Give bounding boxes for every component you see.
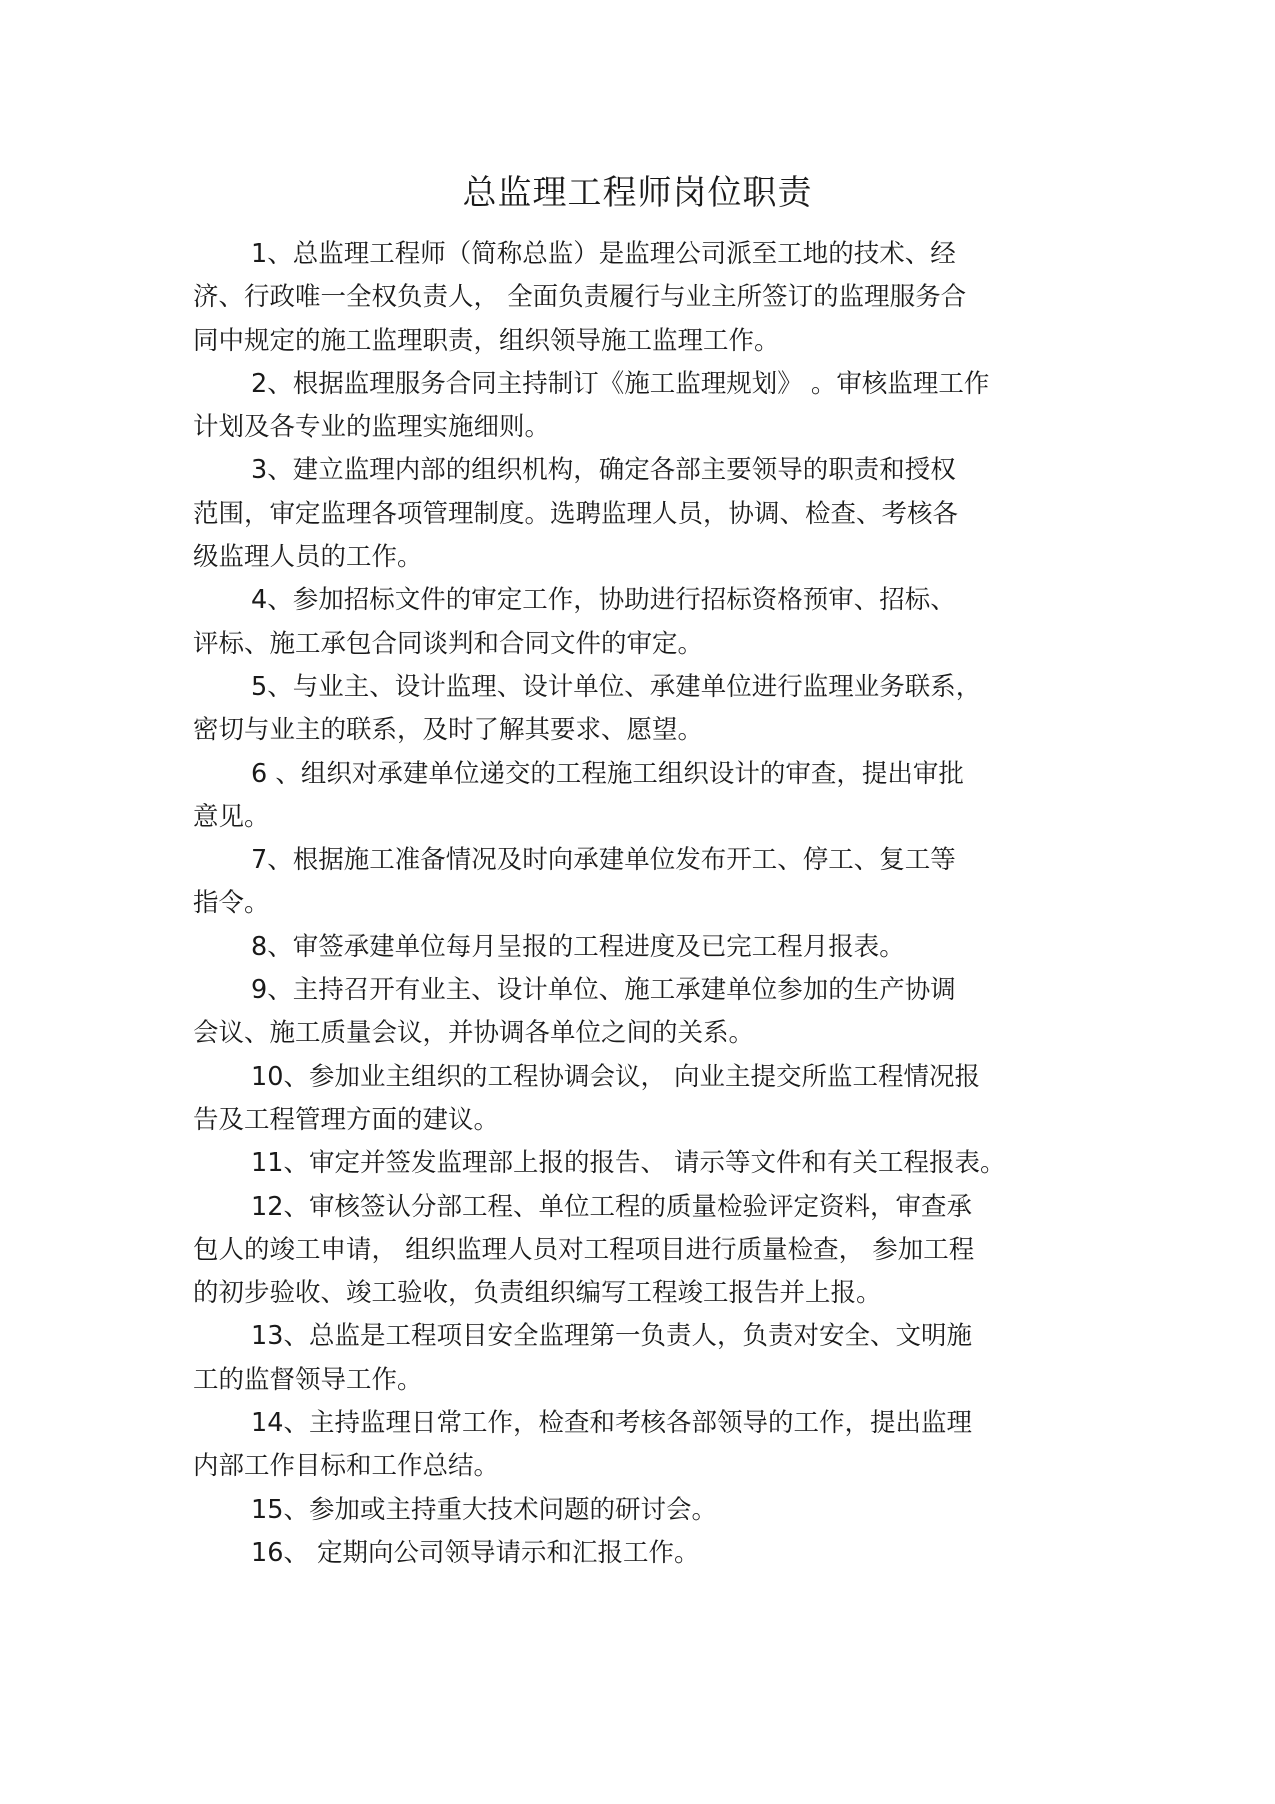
paragraph-continuation-line: 工的监督领导工作。 bbox=[193, 1364, 423, 1395]
paragraph-continuation-line: 会议、施工质量会议，并协调各单位之间的关系。 bbox=[193, 1018, 755, 1049]
paragraph-continuation-line: 范围，审定监理各项管理制度。选聘监理人员，协调、检查、考核各 bbox=[193, 498, 959, 529]
paragraph-first-line: 14、主持监理日常工作，检查和考核各部领导的工作，提出监理 bbox=[251, 1408, 972, 1439]
paragraph-first-line: 6 、组织对承建单位递交的工程施工组织设计的审查，提出审批 bbox=[251, 758, 964, 789]
paragraph-first-line: 11、审定并签发监理部上报的报告、 请示等文件和有关工程报表。 bbox=[251, 1148, 1006, 1179]
paragraph-continuation-line: 的初步验收、竣工验收，负责组织编写工程竣工报告并上报。 bbox=[193, 1278, 882, 1309]
paragraph-continuation-line: 计划及各专业的监理实施细则。 bbox=[193, 412, 551, 443]
paragraph-first-line: 2、根据监理服务合同主持制订《施工监理规划》 。审核监理工作 bbox=[251, 368, 990, 399]
document-body bbox=[193, 233, 1093, 1575]
paragraph-continuation-line: 同中规定的施工监理职责，组织领导施工监理工作。 bbox=[193, 325, 780, 356]
paragraph-first-line: 8、审签承建单位每月呈报的工程进度及已完工程月报表。 bbox=[251, 931, 905, 962]
paragraph-continuation-line: 意见。 bbox=[193, 801, 270, 832]
paragraph-first-line: 15、参加或主持重大技术问题的研讨会。 bbox=[251, 1494, 717, 1525]
paragraph-first-line: 9、主持召开有业主、设计单位、施工承建单位参加的生产协调 bbox=[251, 975, 956, 1006]
paragraph-continuation-line: 济、行政唯一全权负责人， 全面负责履行与业主所签订的监理服务合 bbox=[193, 282, 967, 313]
paragraph-first-line: 1、总监理工程师（简称总监）是监理公司派至工地的技术、经 bbox=[251, 239, 956, 269]
paragraph-first-line: 10、参加业主组织的工程协调会议， 向业主提交所监工程情况报 bbox=[251, 1061, 981, 1092]
paragraph-first-line: 3、建立监理内部的组织机构，确定各部主要领导的职责和授权 bbox=[251, 455, 956, 486]
page-title: 总监理工程师岗位职责 bbox=[462, 173, 813, 213]
paragraph-first-line: 13、总监是工程项目安全监理第一负责人，负责对安全、文明施 bbox=[251, 1321, 972, 1352]
paragraph-continuation-line: 包人的竣工申请， 组织监理人员对工程项目进行质量检查， 参加工程 bbox=[193, 1234, 975, 1265]
paragraph-first-line: 12、审核签认分部工程、单位工程的质量检验评定资料，审查承 bbox=[251, 1191, 972, 1222]
paragraph-first-line: 5、与业主、设计监理、设计单位、承建单位进行监理业务联系， bbox=[251, 671, 982, 702]
paragraph-continuation-line: 指令。 bbox=[193, 888, 270, 919]
paragraph-continuation-line: 级监理人员的工作。 bbox=[193, 542, 423, 573]
paragraph-first-line: 16、 定期向公司领导请示和汇报工作。 bbox=[251, 1537, 700, 1568]
paragraph-continuation-line: 告及工程管理方面的建议。 bbox=[193, 1104, 500, 1135]
paragraph-continuation-line: 密切与业主的联系，及时了解其要求、愿望。 bbox=[193, 715, 704, 746]
paragraph-continuation-line: 评标、施工承包合同谈判和合同文件的审定。 bbox=[193, 628, 704, 659]
paragraph-first-line: 4、参加招标文件的审定工作，协助进行招标资格预审、招标、 bbox=[251, 585, 956, 616]
paragraph-continuation-line: 内部工作目标和工作总结。 bbox=[193, 1451, 500, 1482]
paragraph-first-line: 7、根据施工准备情况及时向承建单位发布开工、停工、复工等 bbox=[251, 845, 956, 876]
